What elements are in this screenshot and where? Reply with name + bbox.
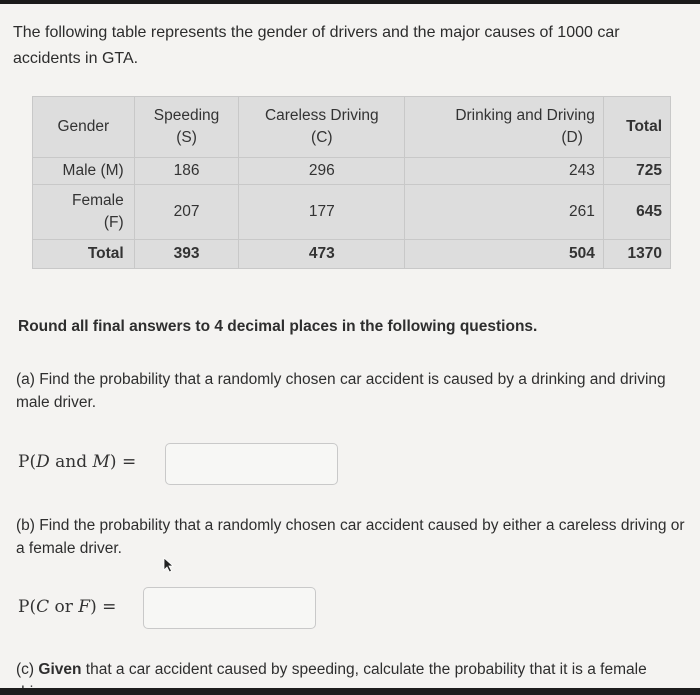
data-table (32, 96, 671, 269)
math-equals: ) = (90, 597, 117, 617)
cell-drinking: 261 (405, 185, 604, 240)
header-drinking-line2: (D) (561, 129, 583, 146)
cell-total: 1370 (603, 240, 670, 269)
header-speeding (134, 97, 239, 158)
question-c-rest: that a car accident caused by speeding, calculate the probability that it is a female (85, 661, 647, 678)
bottom-edge (0, 688, 700, 695)
cell-total: 645 (603, 185, 670, 240)
rounding-instruction: Round all final answers to 4 decimal places in the following questions. (18, 318, 538, 335)
cell-careless: 473 (239, 240, 405, 269)
math-var-d: D (36, 452, 50, 472)
row-label (33, 185, 135, 240)
header-drinking (405, 97, 604, 158)
table-total-row (33, 240, 671, 269)
header-careless-line1: Careless Driving (264, 107, 379, 124)
answer-input-a[interactable] (165, 443, 338, 485)
top-edge (0, 0, 700, 4)
question-b-expression (18, 597, 116, 617)
question-a-expression (18, 452, 136, 472)
math-p: P( (18, 597, 37, 617)
table-row (33, 158, 671, 185)
math-var-f: F (78, 597, 91, 617)
math-var-c: C (36, 597, 50, 617)
mouse-cursor-icon (163, 557, 175, 573)
header-drinking-line1: Drinking and Driving (455, 107, 595, 124)
question-c-given: Given (38, 661, 82, 678)
row-label-line1: Female (72, 192, 124, 209)
answer-input-b[interactable] (143, 587, 316, 629)
cell-drinking: 243 (405, 158, 604, 185)
row-label: Male (M) (33, 158, 135, 185)
cell-drinking: 504 (405, 240, 604, 269)
table-row (33, 185, 671, 240)
math-p: P( (18, 452, 37, 472)
cell-careless: 177 (239, 185, 405, 240)
question-c-prefix: (c) (16, 661, 39, 678)
header-total: Total (603, 97, 670, 158)
cell-total: 725 (603, 158, 670, 185)
header-speeding-line1: Speeding (153, 107, 220, 124)
header-careless (239, 97, 405, 158)
cell-speeding: 207 (134, 185, 239, 240)
math-var-m: M (92, 452, 110, 472)
math-operator-or: or (49, 597, 79, 617)
math-equals: ) = (109, 452, 137, 472)
header-speeding-line2: (S) (176, 129, 197, 146)
header-careless-line2: (C) (311, 129, 333, 146)
question-b-text: (b) Find the probability that a randomly chosen car accident caused by either a careless driving or a female driver. (16, 517, 685, 557)
intro-text: The following table represents the gender of drivers and the major causes of 1000 car accidents in GTA. (13, 24, 620, 67)
row-label: Total (33, 240, 135, 269)
row-label-line2: (F) (103, 214, 124, 231)
cell-speeding: 186 (134, 158, 239, 185)
table-header-row (33, 97, 671, 158)
question-a-text: (a) Find the probability that a randomly chosen car accident is caused by a drinking and driving male driver. (16, 371, 666, 411)
header-gender: Gender (33, 97, 135, 158)
math-operator-and: and (49, 452, 93, 472)
cell-careless: 296 (239, 158, 405, 185)
cell-speeding: 393 (134, 240, 239, 269)
